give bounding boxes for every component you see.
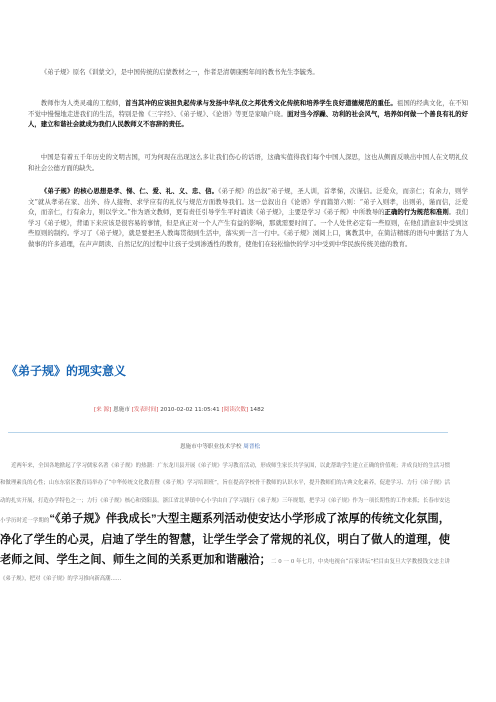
p4-bold: 《弟子规》的核心思想是孝、悌、仁、爱、礼、义、忠、信。 bbox=[40, 187, 219, 195]
time-label: [发表时间] bbox=[131, 407, 159, 413]
p2-lead: 教师作为人类灵魂的工程师， bbox=[40, 99, 125, 107]
source-label: [来 源] bbox=[94, 407, 112, 413]
article-body-paragraph bbox=[0, 458, 450, 589]
divider bbox=[8, 432, 448, 433]
body2-tail: 二 0 一 0 年七月，中央电视台“百家讲坛”栏目由复旦大学教授钱文忠主讲《弟子规》，把对《弟子规》的学习推向新高潮…… bbox=[0, 559, 450, 583]
author-org: 恩施市中等职业技术学校 bbox=[179, 444, 242, 450]
section-title: 《弟子规》的现实意义 bbox=[6, 364, 127, 378]
author-name-link[interactable]: 周晋松 bbox=[243, 444, 261, 450]
article-body bbox=[0, 458, 450, 589]
author-line bbox=[0, 442, 440, 450]
p4-b: 。我们学习《弟子规》，背诵下来应该是很容易的事情，但是真正对一个人产生有益的影响，那就需要时间了。一个人处世必定有一些原则，在他们潜意识中受到这些原则的制约。学习了《弟子规》，就是要把圣人教诲贯彻到生活中，落实到一言一行中。《弟子规》浏阅上口，寓教其中，在简洁精练的语句中囊括了为人做事的许多道理，在声声朗读、自然记忆的过程中让孩子受到渗透性的教育，使他们在轻松愉快的学习中受到中华民族传统美德的教育。 bbox=[28, 208, 469, 248]
p2-bold-2: 面对当今浮躁、功利的社会风气，培养如何做一个善良有礼的好人，建立和谐社会就成为我们人民教师义不容辞的责任。 bbox=[28, 109, 469, 129]
teacher-duty-paragraph bbox=[28, 98, 468, 130]
body2-highlight: “《弟子规》伴我成长”大型主题系列活动使安达小学形成了浓厚的传统文化氛围，净化了学生的心灵，启迪了学生的智慧，让学生学会了常规的礼仪，明白了做人的道理，使老师之间、学生之间、师生之间的关系更加和谐融洽； bbox=[0, 513, 450, 567]
views-label: [阅读次数] bbox=[221, 407, 249, 413]
body2-a: 近两年来，全国各地掀起了学习儒家名著《弟子规》的热潮：广东龙川县开展《弟子规》学习教育活动，形成师生家长共学氛围，以此帮助学生建立正确的价值观；并成良好的生活习惯和做理素良的心性；山东东宿区教育局举办了“中华传统文化教育暨《弟子规》学习培训班”，旨在提高学校骨干教师的认识水平，提升教师们的古典文化素养，促进学习、力行《弟子规》活动的扎实开展，打造办学特色之一；力行《弟子规》核心和资阳县。浙江省北界镇中心小学由自了学习践行《弟子规》三年规划，把学习《弟子规》作为一项长期性的工作来抓；长春市安达小学历时近一学期的 bbox=[0, 463, 450, 525]
article-meta bbox=[94, 405, 264, 413]
civilization-paragraph: 中国是有着五千年历史的文明古国，可为何现在出现这么多让我们伤心的话语，这确实值得我们每个中国人深思，这也从侧面反映出中国人在文明礼仪和社会公德方面的缺失。 bbox=[28, 153, 468, 172]
core-thought-paragraph bbox=[28, 186, 468, 250]
p2-bold-1: 首当其冲的应该担负起传承与发扬中华礼仪之邦优秀文化传统和培养学生良好道德规范的重任。 bbox=[124, 99, 397, 107]
views-value: 1482 bbox=[249, 407, 265, 413]
source-value: 恩施市 bbox=[113, 407, 130, 413]
p4-bold-2: 正确的行为规范和准则 bbox=[384, 208, 449, 217]
intro-paragraph: 《弟子规》原名《训蒙文》，是中国传统的启蒙教材之一，作者是清朝康熙年间的教书先生李毓秀。 bbox=[40, 68, 319, 76]
p4-a: 《弟子规》的总叙“弟子规，圣人训，首孝悌，次谨信。泛爱众，而亲仁；有余力，则学文”就从孝弟在家、出外、待人接物、求学应有的礼仪与规范方面教导我们。这一总叙出自《论语》学而篇第六则：“弟子入则孝，出则弟，谨而信，泛爱众，而亲仁，行有余力，则以学文。”作为语文教师，更有责任引导学生平时诵读《弟子规》，主要是学习《弟子规》中所教导的 bbox=[28, 187, 468, 217]
p2-mid: 祖国的经典文化，在不知不觉中慢慢地走进我们的生活，特别是像《三字经》、《弟子规》、《论语》等更是家喻户晓。 bbox=[28, 99, 469, 118]
time-value: 2010-02-02 11:05:41 bbox=[160, 407, 220, 413]
